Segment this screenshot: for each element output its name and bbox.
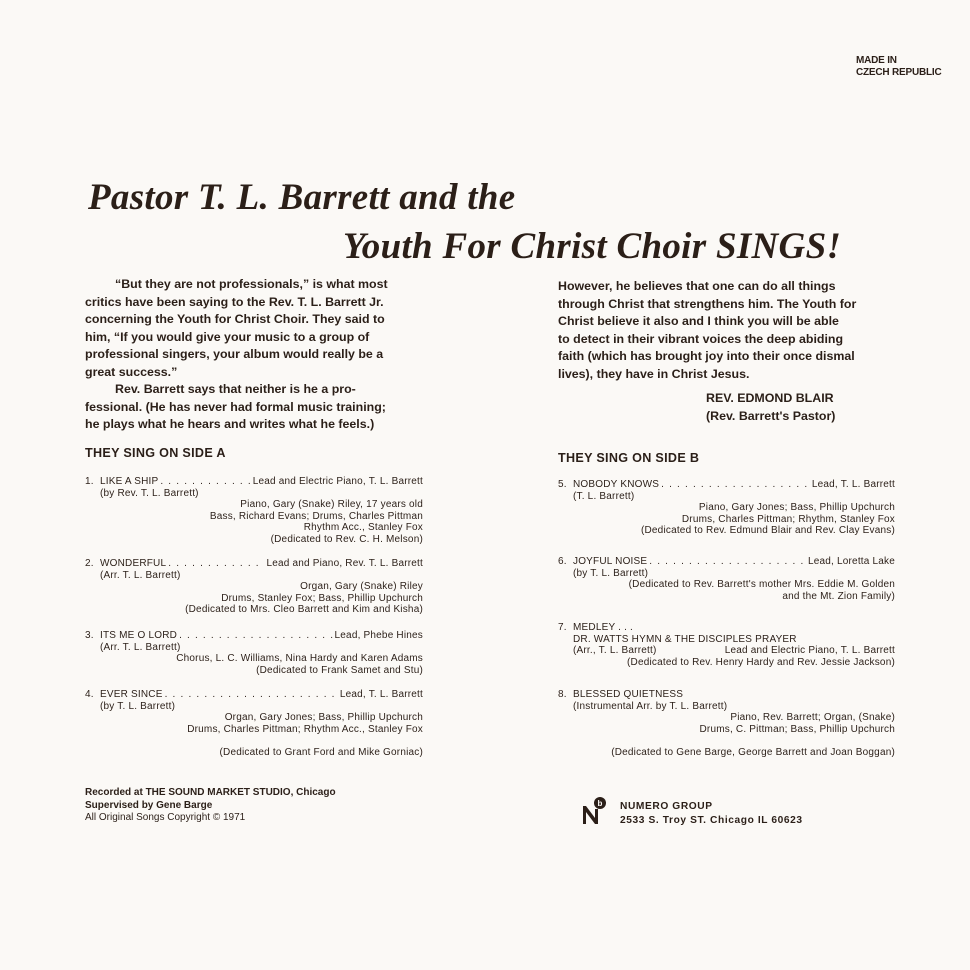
liner-notes-intro [85,276,423,434]
track-title: WONDERFUL [100,558,167,569]
copyright: All Original Songs Copyright © 1971 [85,812,246,823]
outro-line: lives), they have in Christ Jesus. [558,366,750,381]
intro-line: great success.” [85,364,178,379]
signature-name: REV. EDMOND BLAIR [706,391,834,405]
studio-credits [85,787,336,825]
outro-line: faith (which has brought joy into their once dismal [558,349,855,363]
track-2: 2. WONDERFUL . . . Lead and Piano, Rev. T. L. Barrett (Arr. T. L. Barrett) Organ, Gary (Snake) Riley Drums, Stanley Fox; Bass, Phillip Upchurch (Dedicated to Mrs. Cleo Barrett and Kim and Kisha) [85,558,423,616]
made-in-label [856,55,956,79]
track-4: 4. EVER SINCE . . . Lead, T. L. Barrett (by T. L. Barrett) Organ, Gary Jones; Bass, Phillip Upchurch Drums, Charles Pittman; Rhythm Acc., Stanley Fox (Dedicated to Grant Ford and Mike Gorniac) [85,689,423,759]
intro-line: critics have been saying to the Rev. T. L. Barrett Jr. [85,294,384,309]
svg-text:b: b [597,799,603,808]
intro-line: fessional. (He has never had formal music training; [85,399,386,414]
track-title: LIKE A SHIP [100,476,159,487]
side-b-heading: THEY SING ON SIDE B [558,451,700,465]
title-line-1: Pastor T. L. Barrett and the [88,177,516,218]
intro-line: concerning the Youth for Christ Choir. They said to [85,312,385,326]
made-in-line-2: CZECH REPUBLIC [856,67,942,78]
track-1: 1. LIKE A SHIP . . . Lead and Electric Piano, T. L. Barrett (by Rev. T. L. Barrett) Piano, Gary (Snake) Riley, 17 years old Bass, Richard Evans; Drums, Charles Pittman Rhythm Acc., Stanley Fox (Dedicated to Rev. C. H. Melson) [85,476,423,546]
recorded-at: Recorded at THE SOUND MARKET STUDIO, Chicago [85,787,336,798]
numero-group-logo-icon [581,795,609,825]
track-title: NOBODY KNOWS [573,479,660,490]
intro-line: Rev. Barrett says that neither is he a pro- [115,382,356,396]
track-8: 8. BLESSED QUIETNESS (Instrumental Arr. by T. L. Barrett) Piano, Rev. Barrett; Organ, (Snake) Drums, C. Pittman; Bass, Phillip Upchurch (Dedicated to Gene Barge, George Barrett and Joan Boggan) [558,689,895,759]
track-3: 3. ITS ME O LORD . . . Lead, Phebe Hines (Arr. T. L. Barrett) Chorus, L. C. Williams, Nina Hardy and Karen Adams (Dedicated to Frank Samet and Stu) [85,630,423,676]
liner-notes-outro [558,278,896,383]
outro-line: to detect in their vibrant voices the deep abiding [558,331,844,346]
outro-line: Christ believe it also and I think you will be able [558,314,839,328]
label-address: 2533 S. Troy ST. Chicago IL 60623 [620,814,803,826]
track-title: ITS ME O LORD [100,630,178,641]
made-in-line-1: MADE IN [856,55,897,66]
supervised-by: Supervised by Gene Barge [85,799,213,811]
intro-line: him, “If you would give your music to a group of [85,329,370,344]
track-title: BLESSED QUIETNESS [573,689,684,700]
track-title: JOYFUL NOISE [573,556,648,567]
side-a-heading: THEY SING ON SIDE A [85,446,226,460]
track-7: 7. MEDLEY . . . DR. WATTS HYMN & THE DISCIPLES PRAYER (Arr., T. L. Barrett) Lead and Electric Piano, T. L. Barrett (Dedicated to Rev. Henry Hardy and Rev. Jessie Jackson) [558,622,895,668]
outro-line: However, he believes that one can do all things [558,279,836,293]
track-6: 6. JOYFUL NOISE . . . Lead, Loretta Lake (by T. L. Barrett) (Dedicated to Rev. Barrett's mother Mrs. Eddie M. Golden and the Mt. Zion Family) [558,556,895,602]
intro-line: professional singers, your album would really be a [85,347,384,361]
intro-line: he plays what he hears and writes what he feels.) [85,417,375,431]
label-name: NUMERO GROUP [620,801,713,812]
signature [706,389,835,425]
title-line-2: Youth For Christ Choir SINGS! [343,226,842,267]
label-info [620,800,803,827]
track-5: 5. NOBODY KNOWS . . . Lead, T. L. Barrett (T. L. Barrett) Piano, Gary Jones; Bass, Phillip Upchurch Drums, Charles Pittman; Rhythm, Stanley Fox (Dedicated to Rev. Edmund Blair and Rev. Clay Evans) [558,479,895,537]
track-title: MEDLEY . . . [573,622,634,633]
intro-line: “But they are not professionals,” is what most [115,277,388,291]
track-title: EVER SINCE [100,689,163,700]
signature-role: (Rev. Barrett's Pastor) [706,409,836,423]
outro-line: through Christ that strengthens him. The Youth for [558,296,857,311]
